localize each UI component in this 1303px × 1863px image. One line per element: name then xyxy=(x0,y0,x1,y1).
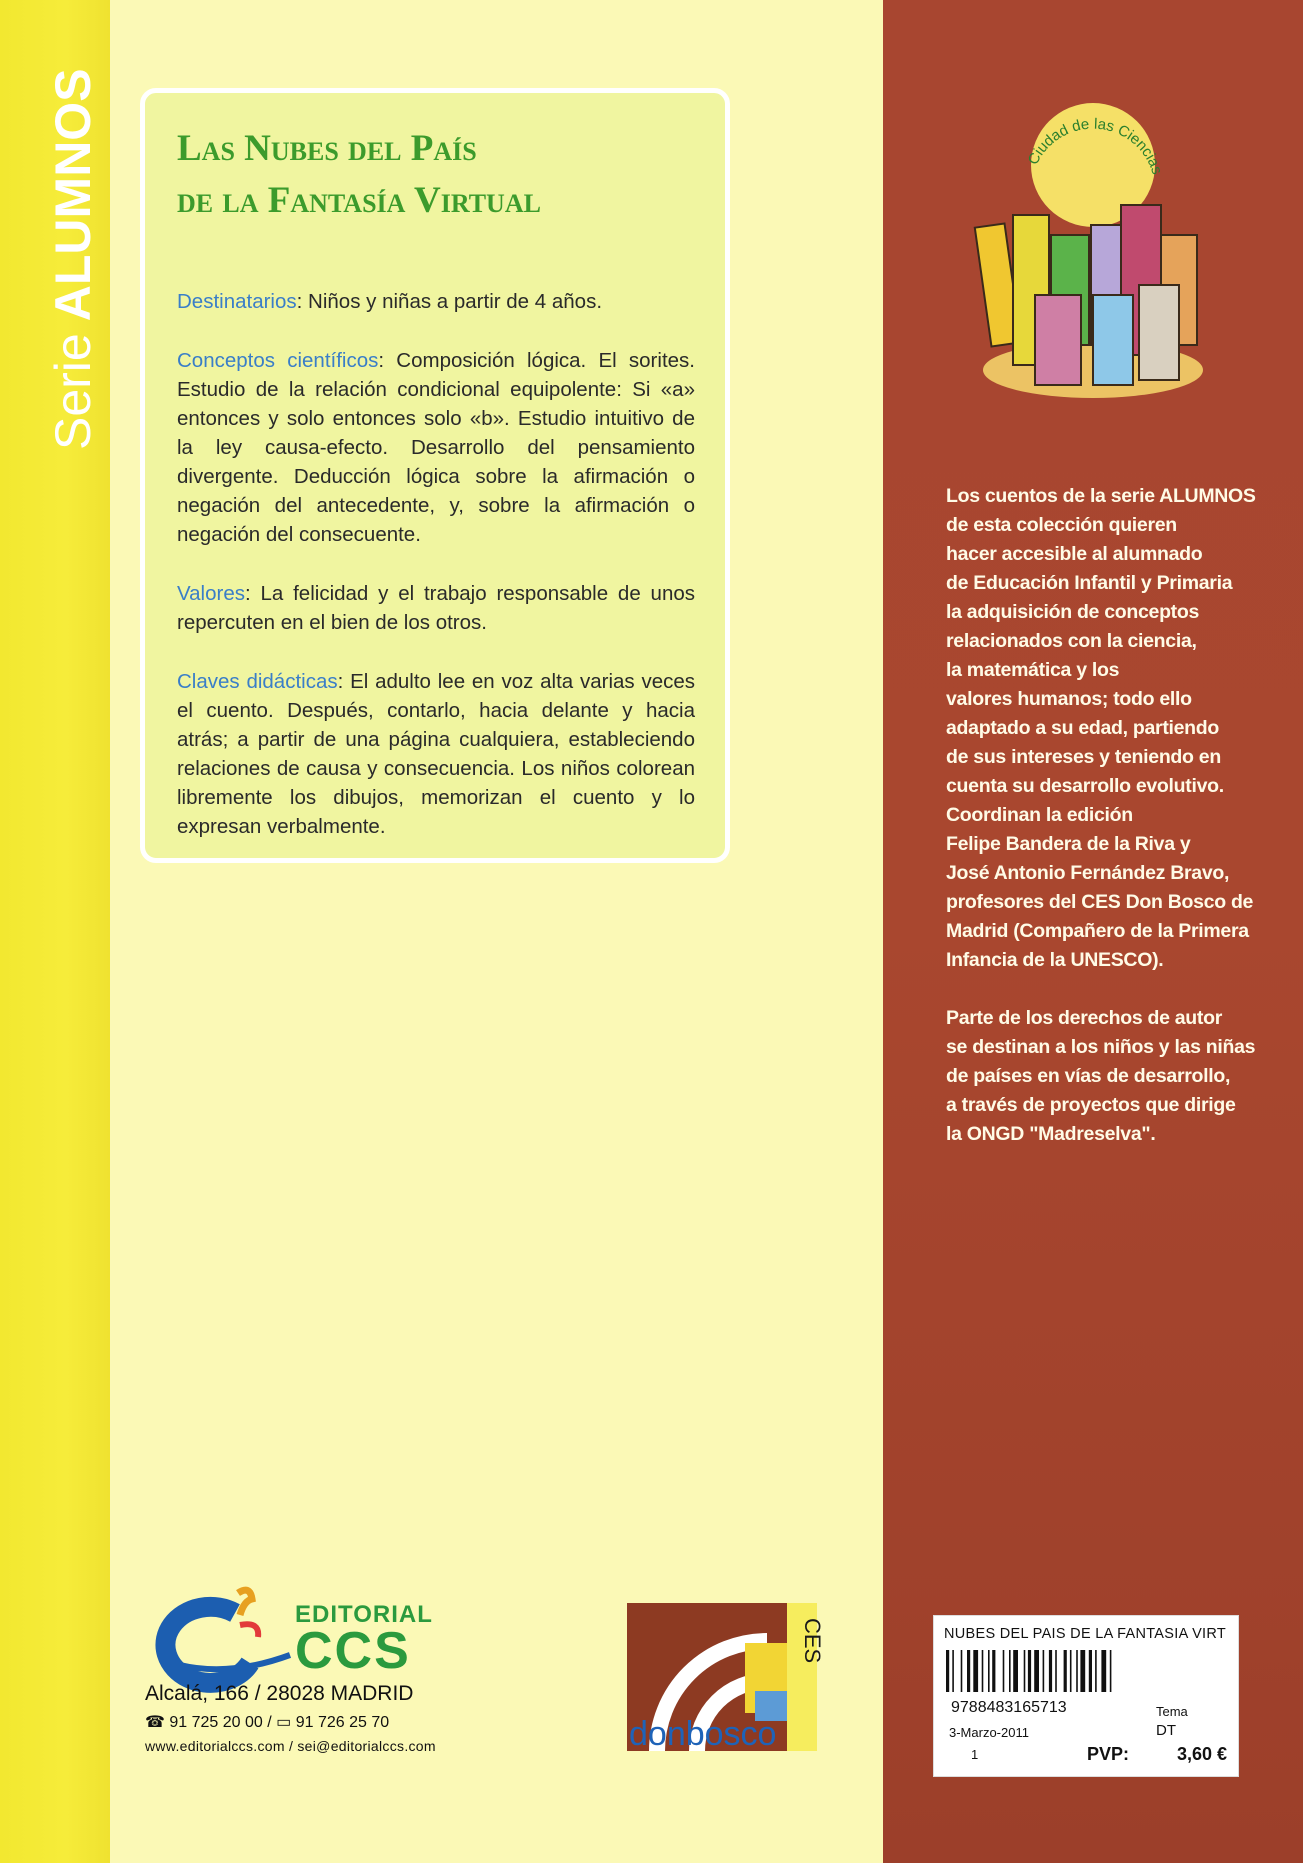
book-title-line2: de la Fantasía Virtual xyxy=(177,180,541,221)
section-label: Valores xyxy=(177,582,245,605)
section-valores xyxy=(177,579,695,637)
promo-paragraph-1: Los cuentos de la serie ALUMNOS de esta colección quieren hacer accesible al alumnado de Educación Infantil y Primaria la adquisición de conceptos relacionados con la ciencia, la matemática y los valores humanos; todo ello adaptado a su edad, partiendo de sus intereses y teniendo en cuenta su desarrollo evolutivo. Coordinan la edición Felipe Bandera de la Riva y José Antonio Fernández Bravo, profesores del CES Don Bosco de Madrid (Compañero de la Primera Infancia de la UNESCO). xyxy=(946,485,1256,971)
phone-icon: ☎ xyxy=(145,1714,170,1731)
series-collection: ALUMNOS xyxy=(45,68,101,322)
series-description xyxy=(946,482,1276,1178)
series-label xyxy=(44,68,102,450)
book-info-box xyxy=(140,88,730,863)
publisher-editorial: EDITORIAL xyxy=(295,1601,433,1628)
label-tema: Tema xyxy=(1156,1704,1188,1719)
publisher-name: CCS xyxy=(295,1622,411,1680)
section-text: : Composición lógica. El sorites. Estudio de la relación condicional equipolente: Si «a» entonces y solo entonces solo «b». Estudio intuitivo de la ley causa-efecto. Desarrollo del pensamiento divergente. Deducción lógica sobre la afirmación o negación del antecedente, y, sobre la afirmación o negación del consecuente. xyxy=(177,349,695,546)
donbosco-text: donbosco xyxy=(629,1715,777,1753)
label-title: NUBES DEL PAIS DE LA FANTASIA VIRT xyxy=(944,1626,1227,1642)
section-label: Claves didácticas xyxy=(177,670,338,693)
label-pvp: PVP: xyxy=(1087,1744,1130,1764)
logo-arc-text: Ciudad de las Ciencias xyxy=(1024,115,1166,177)
publisher-block xyxy=(140,1575,520,1755)
ccs-logo-icon xyxy=(140,1585,290,1680)
label-date: 3-Marzo-2011 xyxy=(949,1725,1029,1740)
section-text: : Niños y niñas a partir de 4 años. xyxy=(296,290,603,313)
book-title xyxy=(177,123,695,227)
promo-paragraph-2: Parte de los derechos de autor se destinan a los niños y las niñas de países en vías de desarrollo, a través de proyectos que dirige la ONGD "Madreselva". xyxy=(946,1007,1256,1145)
donbosco-logo xyxy=(627,1603,825,1753)
section-text: : El adulto lee en voz alta varias veces el cuento. Después, contarlo, hacia delante y hacia atrás; a partir de una página cualquiera, estableciendo relaciones de causa y consecuencia. Los niños colorean libremente los dibujos, memorizan el cuento y lo expresan verbalmente. xyxy=(177,670,695,838)
book-title-line1: Las Nubes del País xyxy=(177,128,477,169)
price-label xyxy=(933,1615,1239,1777)
section-label: Conceptos científicos xyxy=(177,349,379,372)
publisher-phone: 91 725 20 00 / xyxy=(169,1714,272,1731)
label-tema-value: DT xyxy=(1156,1722,1176,1739)
section-conceptos xyxy=(177,346,695,549)
label-qty: 1 xyxy=(971,1747,979,1762)
publisher-address: Alcalá, 166 / 28028 MADRID xyxy=(145,1682,414,1705)
label-price: 3,60 € xyxy=(1177,1744,1228,1764)
series-word: Serie xyxy=(45,333,101,450)
ces-text: CES xyxy=(800,1618,825,1664)
ciudad-de-las-ciencias-logo xyxy=(963,85,1223,415)
fax-icon: ▭ xyxy=(276,1714,296,1731)
label-isbn: 9788483165713 xyxy=(951,1699,1067,1716)
section-claves xyxy=(177,667,695,841)
publisher-web: www.editorialccs.com / sei@editorialccs.com xyxy=(145,1738,436,1754)
publisher-fax: 91 726 25 70 xyxy=(295,1714,390,1731)
section-text: : La felicidad y el trabajo responsable de unos repercuten en el bien de los otros. xyxy=(177,582,695,634)
publisher-phones xyxy=(145,1712,389,1732)
barcode-icon xyxy=(944,1650,1169,1692)
section-label: Destinatarios xyxy=(177,290,297,313)
section-destinatarios xyxy=(177,287,695,316)
yellow-spine xyxy=(0,0,110,1863)
right-brown-panel xyxy=(883,0,1303,1863)
